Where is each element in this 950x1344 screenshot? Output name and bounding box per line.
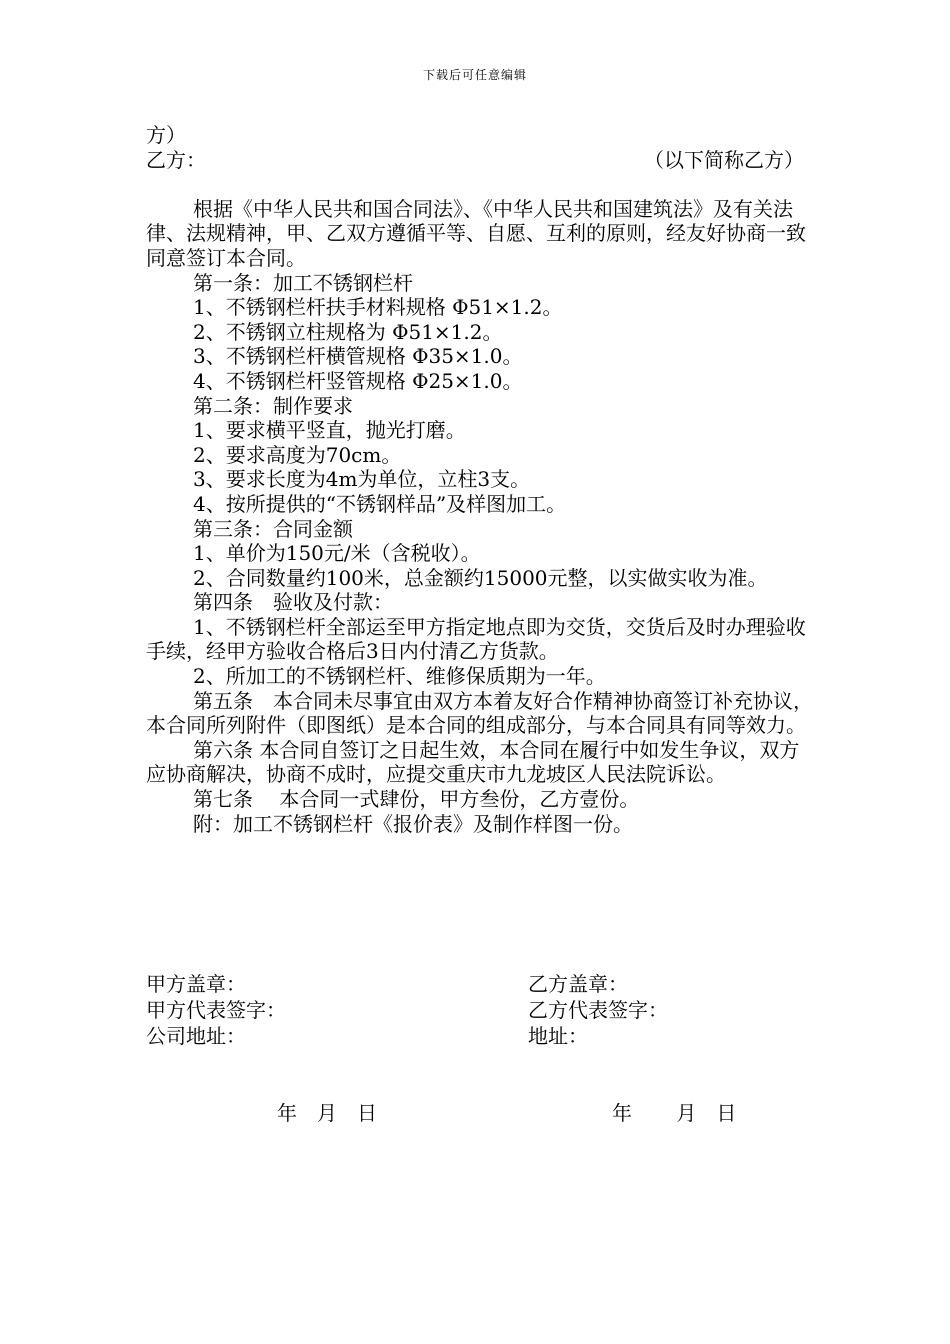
page-header: 下载后可任意编辑 bbox=[422, 68, 527, 82]
party-b-address-label: 地址： bbox=[528, 1024, 588, 1048]
article4-item: 1、不锈钢栏杆全部运至甲方指定地点即为交货，交货后及时办理验收手续，经甲方验收合格后3日内付清乙方货款。 bbox=[146, 614, 806, 664]
party-b-date: 年 月 日 bbox=[612, 1101, 737, 1125]
party-a-address-label: 公司地址： bbox=[146, 1024, 246, 1048]
article3-item: 2、合同数量约100米，总金额约15000元整，以实做实收为准。 bbox=[193, 565, 768, 590]
party-b-signature-block bbox=[528, 971, 668, 1049]
article7-paragraph: 第七条 本合同一式肆份，甲方叁份，乙方壹份。 bbox=[193, 787, 640, 812]
article2-title: 第二条：制作要求 bbox=[193, 393, 353, 418]
article2-item: 3、要求长度为4m为单位，立柱3支。 bbox=[193, 467, 531, 492]
article2-item: 2、要求高度为70cm。 bbox=[193, 442, 402, 467]
article1-title: 第一条：加工不锈钢栏杆 bbox=[193, 270, 413, 295]
article3-item: 1、单价为150元/米（含税收）。 bbox=[193, 541, 481, 566]
article1-item: 2、不锈钢立柱规格为 Φ51×1.2。 bbox=[193, 319, 503, 344]
party-b-line bbox=[146, 148, 814, 173]
article6-paragraph: 第六条 本合同自签订之日起生效，本合同在履行中如发生争议，双方应协商解决，协商不成时，应提交重庆市九龙坡区人民法院诉讼。 bbox=[146, 737, 800, 787]
article4-item: 2、所加工的不锈钢栏杆、维修保质期为一年。 bbox=[193, 664, 606, 689]
party-b-rep-label: 乙方代表签字： bbox=[528, 998, 668, 1022]
party-a-signature-block bbox=[146, 971, 286, 1049]
intro-text: 根据《中华人民共和国合同法》、《中华人民共和国建筑法》及有关法律、法规精神，甲、乙双方遵循平等、自愿、互利的原则，经友好协商一致同意签订本合同。 bbox=[146, 196, 806, 270]
article1-item: 3、不锈钢栏杆横管规格 Φ35×1.0。 bbox=[193, 344, 523, 369]
party-b-seal-label: 乙方盖章： bbox=[528, 972, 628, 996]
article5-paragraph: 第五条 本合同未尽事宜由双方本着友好合作精神协商签订补充协议，本合同所列附件（即图纸）是本合同的组成部分，与本合同具有同等效力。 bbox=[146, 688, 813, 738]
party-a-tail: 方） bbox=[146, 123, 186, 147]
article1-item: 4、不锈钢栏杆竖管规格 Φ25×1.0。 bbox=[193, 368, 523, 393]
party-a-rep-label: 甲方代表签字： bbox=[146, 998, 286, 1022]
article2-item: 4、按所提供的“不锈钢样品”及样图加工。 bbox=[193, 491, 567, 516]
party-b-note: （以下简称乙方） bbox=[644, 147, 804, 172]
contract-body bbox=[146, 123, 814, 836]
intro-paragraph bbox=[146, 197, 814, 271]
party-a-seal-label: 甲方盖章： bbox=[146, 972, 246, 996]
party-a-date: 年 月 日 bbox=[277, 1101, 377, 1125]
article4-title: 第四条 验收及付款： bbox=[193, 590, 393, 615]
party-b-label: 乙方： bbox=[146, 147, 206, 172]
article1-item: 1、不锈钢栏杆扶手材料规格 Φ51×1.2。 bbox=[193, 295, 563, 320]
article2-item: 1、要求横平竖直，抛光打磨。 bbox=[193, 418, 466, 443]
attachment-line: 附：加工不锈钢栏杆《报价表》及制作样图一份。 bbox=[193, 811, 633, 836]
article3-title: 第三条：合同金额 bbox=[193, 516, 353, 541]
